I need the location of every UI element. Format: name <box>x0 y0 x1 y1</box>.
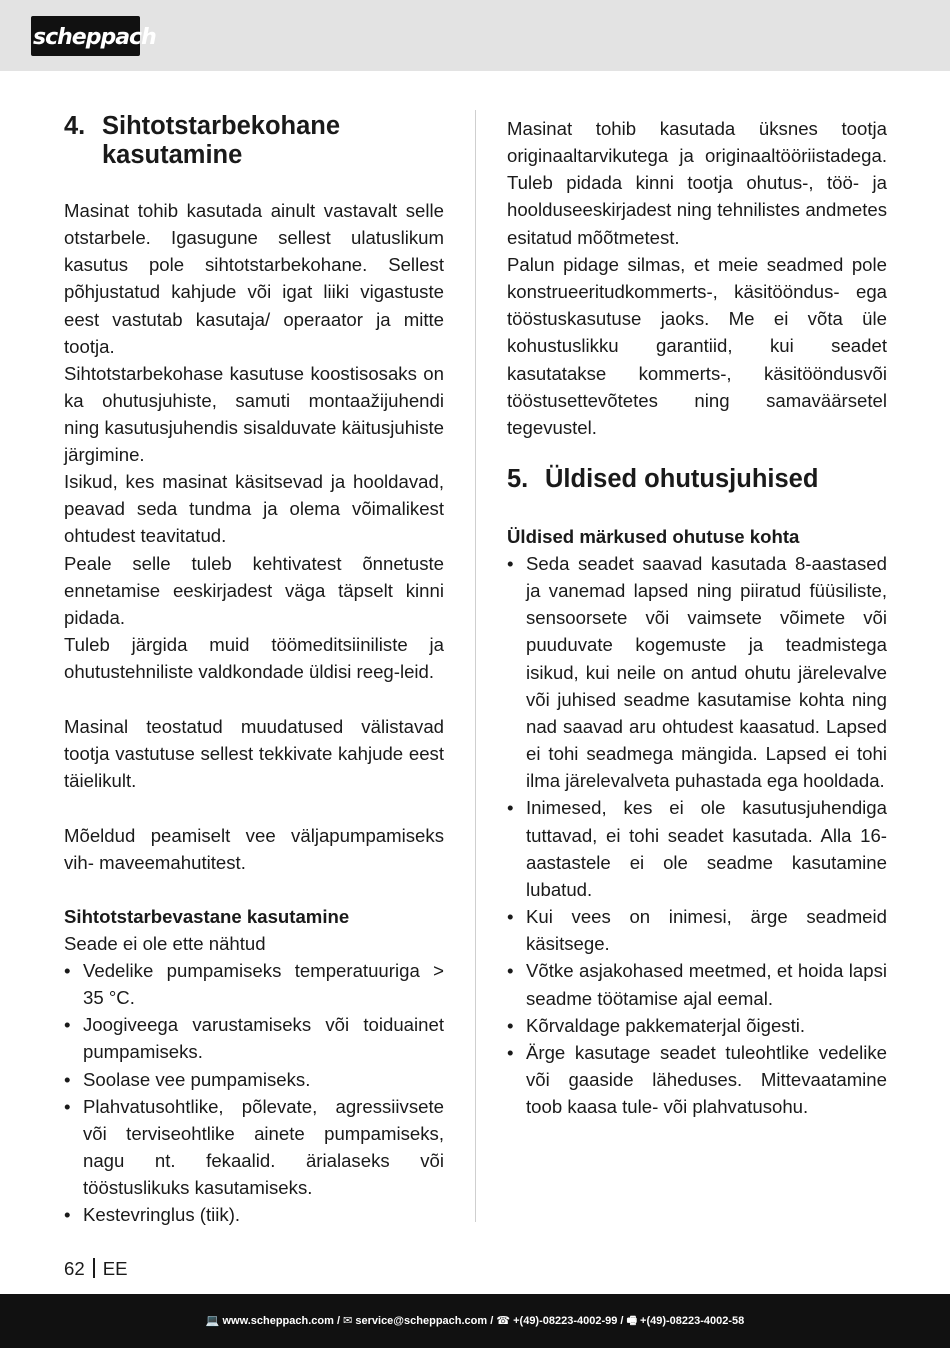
paragraph: Tuleb järgida muid töömeditsiiniliste ja ohutustehniliste valdkondade üldisi reeg-leid. <box>64 634 444 683</box>
page-language: EE <box>102 1258 128 1279</box>
section-4-number: 4. <box>64 112 86 140</box>
list-item: • Ärge kasutage seadet tuleohtlike vedelike või gaaside läheduses. Mittevaatamine toob kaasa tule- või plahvatusohu. <box>507 1039 887 1120</box>
list-item: • Seda seadet saavad kasutada 8-aastased ja vanemad lapsed ning piiratud füüsiliste, sensoorsete või vaimsete võimete või puuduvate kogemuste ja teadmistega isikud, kui neile on antud ohutu järelevalve või juhised seadme kasutamise kohta ning nad saavad aru ohtudest kaasatud. Lapsed ei tohi seadmega mängida. Lapsed ei tohi ilma järelevalveta puhastada ega hooldada. <box>507 550 887 794</box>
paragraph: Palun pidage silmas, et meie seadmed pole konstrueeritudkommerts-, käsitööndus- ega tööstuskasutuse jaoks. Me ei võta üle kohustuslikku garantiid, kui seadet kasutatakse kommerts-, käsitööndusvõi tööstusettevõtetes ning samaväärsetel tegevustel. <box>507 254 887 438</box>
phone-number: +(49)-08223-4002-99 / <box>513 1315 624 1327</box>
paragraph: Masinal teostatud muudatused välistavad tootja vastutuse sellest tekkivate kahjude eest täielikult. <box>64 716 444 792</box>
paragraph: Isikud, kes masinat käsitsevad ja hooldavad, peavad seda tundma ja olema võimalikest ohtudest teavitatud. <box>64 471 444 547</box>
list-item: • Vedelike pumpamiseks temperatuuriga > 35 °C. <box>64 957 444 1011</box>
computer-icon: 💻 <box>205 1315 220 1327</box>
misuse-intro: Seade ei ole ette nähtud <box>64 933 266 954</box>
section-4-title: Sihtotstarbekohane kasutamine <box>102 112 341 169</box>
section-5-title: Üldised ohutusjuhised <box>545 465 819 493</box>
general-safety-list <box>507 550 887 1120</box>
paragraph: Sihtotstarbekohase kasutuse koostisosaks on ka ohutusjuhiste, samuti montaažijuhendi ning kasutusjuhendis sisalduvate käitusjuhiste järgimine. <box>64 363 444 466</box>
scheppach-logo: scheppach <box>31 16 140 56</box>
page-number: 62 <box>64 1258 85 1279</box>
purpose-paragraph: Mõeldud peamiselt vee väljapumpamiseks vih- maveemahutitest. <box>64 825 444 874</box>
misuse-list <box>64 957 444 1229</box>
list-item: • Võtke asjakohased meetmed, et hoida lapsi seadme töötamise ajal eemal. <box>507 957 887 1011</box>
list-item: • Kõrvaldage pakkematerjal õigesti. <box>507 1012 887 1039</box>
list-item: • Inimesed, kes ei ole kasutusjuhendiga tuttavad, ei tohi seadet kasutada. Alla 16-aastastele ei ole seadme kasutamine lubatud. <box>507 794 887 903</box>
list-item: • Plahvatusohtlike, põlevate, agressiivsete või terviseohtlike ainete pumpamiseks, nagu nt. fekaalid. ärialaseks või tööstuslikuks kasutamiseks. <box>64 1093 444 1202</box>
paragraph: Peale selle tuleb kehtivatest õnnetuste ennetamise eeskirjadest väga täpselt kinni pidada. <box>64 553 444 629</box>
general-safety-heading: Üldised märkused ohutuse kohta <box>507 526 800 547</box>
phone-icon: ☎ <box>496 1315 511 1327</box>
section-5-number: 5. <box>507 465 529 493</box>
fax-icon: 🖷 <box>626 1315 637 1327</box>
fax-number: +(49)-08223-4002-58 <box>640 1315 745 1327</box>
list-item: • Kui vees on inimesi, ärge seadmeid käsitsege. <box>507 903 887 957</box>
list-item: • Soolase vee pumpamiseks. <box>64 1066 444 1093</box>
website-link[interactable]: www.scheppach.com / <box>222 1315 341 1327</box>
page-separator <box>93 1258 95 1278</box>
column-divider <box>475 110 476 1222</box>
misuse-heading: Sihtotstarbevastane kasutamine <box>64 906 350 927</box>
envelope-icon: ✉ <box>343 1315 353 1327</box>
paragraph: Masinat tohib kasutada ainult vastavalt selle otstarbele. Igasugune sellest ulatuslikum kasutus pole sihtotstarbekohane. Sellest põhjustatud kahjude või igat liiki vigastuste eest vastutab kasutaja/ operaator ja mitte tootja. <box>64 200 444 357</box>
list-item: • Joogiveega varustamiseks või toiduainet pumpamiseks. <box>64 1011 444 1065</box>
list-item: • Kestevringlus (tiik). <box>64 1201 444 1228</box>
paragraph: Masinat tohib kasutada üksnes tootja originaaltarvikutega ja originaaltööriistadega. Tuleb pidada kinni tootja ohutus-, töö- ja hoolduseeskirjadest ning tehnilistes andmetes esitatud mõõtmetest. <box>507 118 887 248</box>
contact-footer <box>0 1294 950 1348</box>
page-number-area <box>64 1256 128 1282</box>
page-header <box>0 0 950 71</box>
email-link[interactable]: service@scheppach.com / <box>355 1315 494 1327</box>
